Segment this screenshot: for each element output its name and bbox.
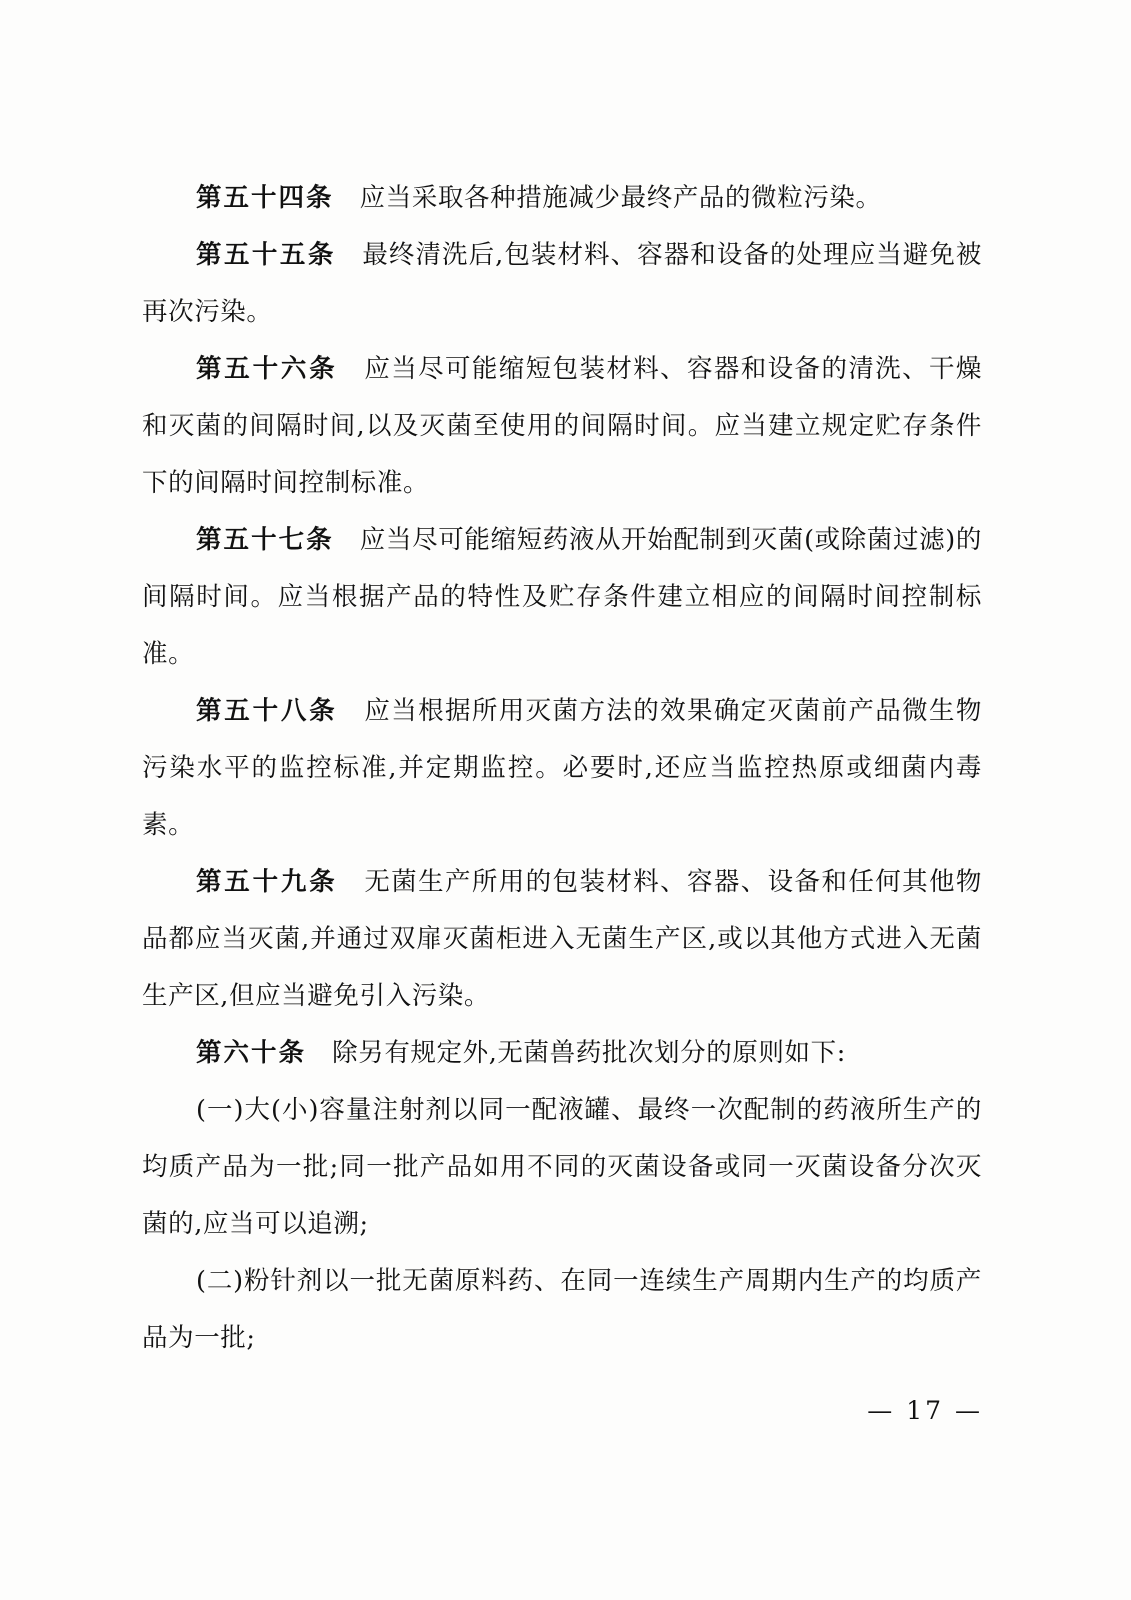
article-number: 第五十五条: [196, 240, 336, 270]
article-number: 第五十九条: [196, 867, 338, 897]
paragraph: [142, 1025, 982, 1082]
article-text: 应当根据所用灭菌方法的效果确定灭菌前产品微生物污染水平的监控标准,并定期监控。必要时,还应当监控热原或细菌内毒素。: [142, 696, 982, 840]
article-number: 第五十七条: [196, 525, 334, 555]
article-text: (二)粉针剂以一批无菌原料药、在同一连续生产周期内生产的均质产品为一批;: [142, 1266, 982, 1353]
article-number: 第五十八条: [196, 696, 338, 726]
paragraph: [142, 512, 982, 683]
article-text: 应当尽可能缩短包装材料、容器和设备的清洗、干燥和灭菌的间隔时间,以及灭菌至使用的间隔时间。应当建立规定贮存条件下的间隔时间控制标准。: [142, 354, 982, 498]
article-text: 除另有规定外,无菌兽药批次划分的原则如下:: [306, 1038, 846, 1068]
article-text: 应当采取各种措施减少最终产品的微粒污染。: [333, 183, 882, 213]
paragraph: [142, 170, 982, 227]
article-text: 无菌生产所用的包装材料、容器、设备和任何其他物品都应当灭菌,并通过双扉灭菌柜进入无菌生产区,或以其他方式进入无菌生产区,但应当避免引入污染。: [142, 867, 982, 1011]
paragraph: [142, 341, 982, 512]
article-text: (一)大(小)容量注射剂以同一配液罐、最终一次配制的药液所生产的均质产品为一批;同一批产品如用不同的灭菌设备或同一灭菌设备分次灭菌的,应当可以追溯;: [142, 1095, 982, 1239]
article-text: 应当尽可能缩短药液从开始配制到灭菌(或除菌过滤)的间隔时间。应当根据产品的特性及贮存条件建立相应的间隔时间控制标准。: [142, 525, 982, 669]
paragraph: [142, 1082, 982, 1253]
paragraph: [142, 227, 982, 341]
paragraph: [142, 683, 982, 854]
paragraph: [142, 1253, 982, 1367]
article-number: 第六十条: [196, 1038, 307, 1068]
article-text: 最终清洗后,包装材料、容器和设备的处理应当避免被再次污染。: [142, 240, 982, 327]
page-number: — 17 —: [867, 1396, 983, 1425]
document-body: [142, 170, 982, 1367]
article-number: 第五十六条: [196, 354, 338, 384]
article-number: 第五十四条: [196, 183, 334, 213]
paragraph: [142, 854, 982, 1025]
